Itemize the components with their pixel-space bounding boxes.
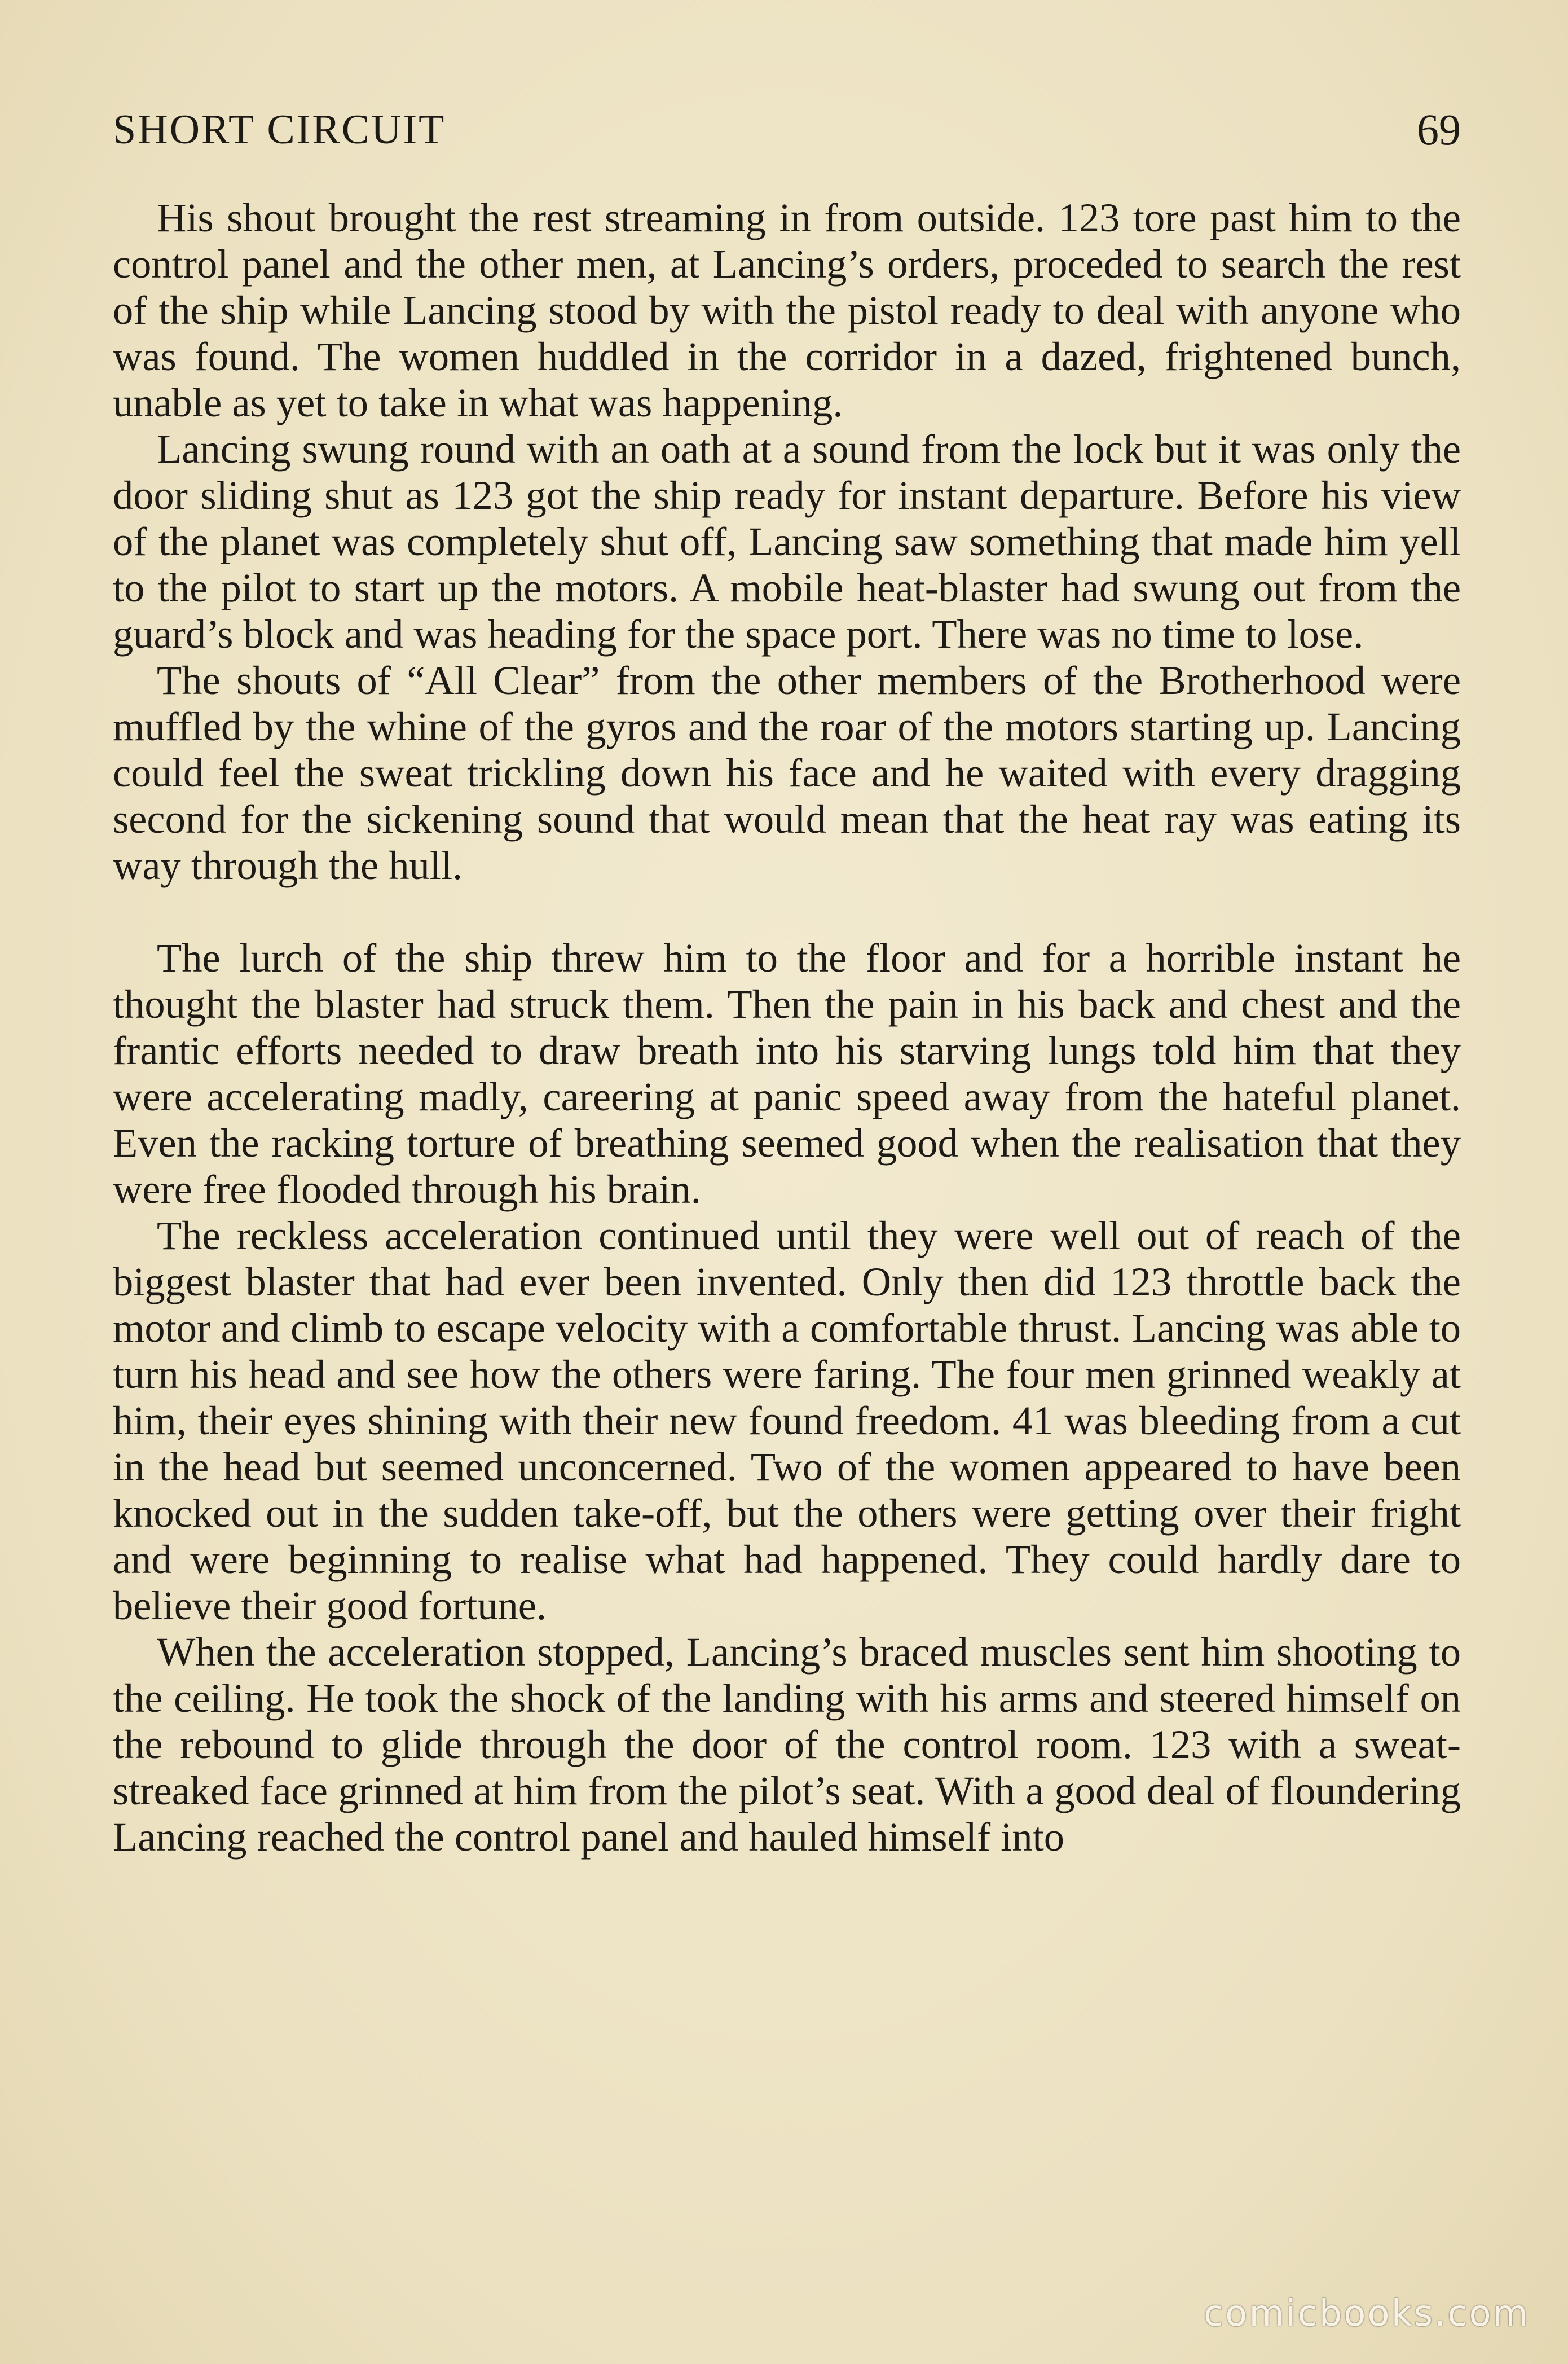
- body-text: [113, 195, 1461, 1860]
- page-header: [113, 99, 1461, 161]
- running-head: SHORT CIRCUIT: [113, 107, 446, 153]
- paragraph: Lancing swung round with an oath at a sound from the lock but it was only the door sliding shut as 123 got the ship ready for instant departure. Before his view of the planet was completely shut off, Lancing saw something that made him yell to the pilot to start up the motors. A mobile heat-blaster had swung out from the guard’s block and was heading for the space port. There was no time to lose.: [113, 426, 1461, 657]
- paragraph: His shout brought the rest streaming in from outside. 123 tore past him to the control panel and the other men, at Lancing’s orders, proceded to search the rest of the ship while Lancing stood by with the pistol ready to deal with anyone who was found. The women huddled in the corridor in a dazed, frightened bunch, unable as yet to take in what was happening.: [113, 195, 1461, 425]
- paragraph: The reckless acceleration continued until they were well out of reach of the biggest blaster that had ever been invented. Only then did 123 throttle back the motor and climb to escape velocity with a comfortable thrust. Lancing was able to turn his head and see how the others were faring. The four men grinned weakly at him, their eyes shining with their new found freedom. 41 was bleeding from a cut in the head but seemed unconcerned. Two of the women appeared to have been knocked out in the sudden take-off, but the others were getting over their fright and were beginning to realise what had happened. They could hardly dare to believe their good fortune.: [113, 1212, 1461, 1628]
- paragraph: When the acceleration stopped, Lancing’s braced muscles sent him shooting to the ceiling. He took the shock of the landing with his arms and steered himself on the rebound to glide through the door of the control room. 123 with a sweat-streaked face grinned at him from the pilot’s seat. With a good deal of floundering Lancing reached the control panel and hauled himself into: [113, 1629, 1461, 1860]
- paragraph: The shouts of “All Clear” from the other members of the Brotherhood were muffled by the whine of the gyros and the roar of the motors starting up. Lancing could feel the sweat trickling down his face and he waited with every dragging second for the sickening sound that would mean that the heat ray was eating its way through the hull.: [113, 657, 1461, 888]
- watermark: comicbooks.com: [1203, 2293, 1530, 2335]
- page-number: 69: [1417, 105, 1461, 154]
- paragraph: The lurch of the ship threw him to the floor and for a horrible instant he thought the blaster had struck them. Then the pain in his back and chest and the frantic efforts needed to draw breath into his starving lungs told him that they were accelerating madly, careering at panic speed away from the hateful planet. Even the racking torture of breathing seemed good when the realisation that they were free flooded through his brain.: [113, 935, 1461, 1212]
